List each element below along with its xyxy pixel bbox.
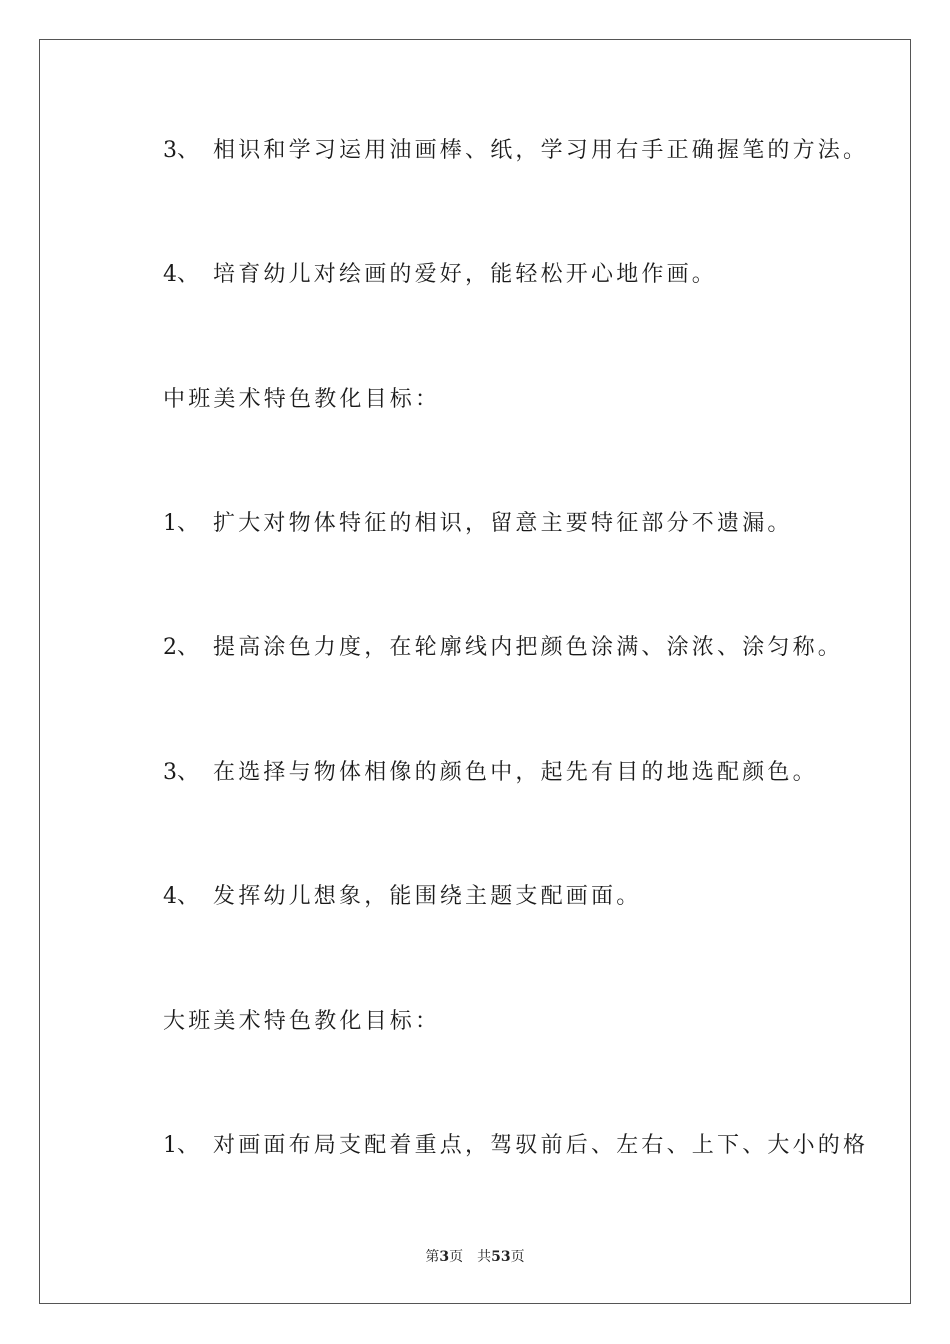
page-current: 3 [439,1249,450,1265]
list-number: 4、 [163,262,199,287]
list-text: 发挥幼儿想象，能围绕主题支配画面。 [213,884,642,909]
section-heading-text: 中班美术特色教化目标： [163,387,441,412]
total-suffix: 页 [510,1249,525,1265]
list-text: 相识和学习运用油画棒、纸，学习用右手正确握笔的方法。 [213,138,869,163]
total-prefix: 共 [477,1249,492,1265]
list-number: 1、 [163,511,199,536]
list-item [163,633,843,663]
list-text: 对画面布局支配着重点，驾驭前后、左右、上下、大小的格 [213,1133,869,1158]
list-item [163,260,717,290]
section-heading-middle-class [163,385,440,415]
page-total: 53 [491,1249,511,1265]
list-number: 3、 [163,138,199,163]
section-heading-senior-class [163,1007,440,1037]
section-heading-text: 大班美术特色教化目标： [163,1009,441,1034]
list-item [163,136,868,166]
list-text: 培育幼儿对绘画的爱好，能轻松开心地作画。 [213,262,718,287]
list-text: 在选择与物体相像的颜色中，起先有目的地选配颜色。 [213,760,818,785]
list-text: 扩大对物体特征的相识，留意主要特征部分不遗漏。 [213,511,793,536]
list-item [163,509,793,539]
list-number: 3、 [163,760,199,785]
page-frame [39,39,911,1304]
page-footer [0,1248,950,1266]
page-suffix: 页 [449,1249,464,1265]
list-item [163,1131,868,1161]
list-item [163,758,818,788]
list-number: 1、 [163,1133,199,1158]
page-prefix: 第 [425,1249,440,1265]
list-number: 4、 [163,884,199,909]
list-number: 2、 [163,635,199,660]
list-text: 提高涂色力度，在轮廓线内把颜色涂满、涂浓、涂匀称。 [213,635,844,660]
list-item [163,882,641,912]
